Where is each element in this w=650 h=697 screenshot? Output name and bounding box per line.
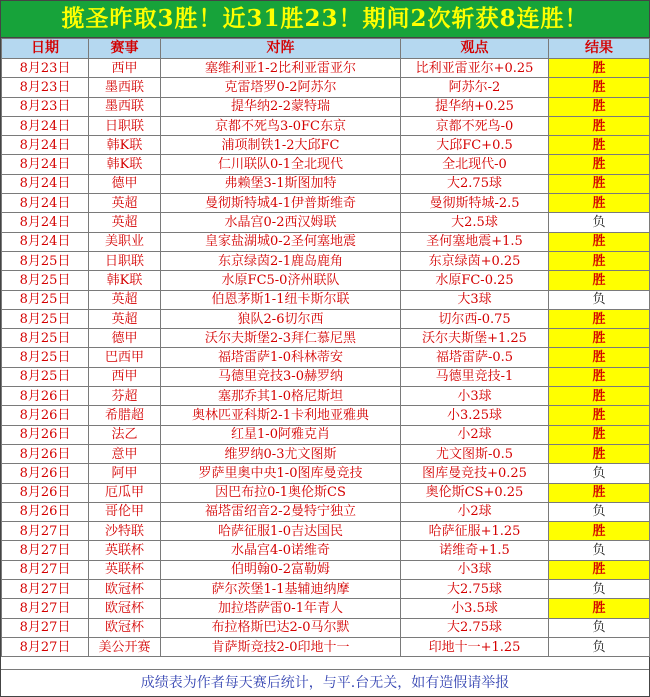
table-row [2,155,650,174]
cell-pick: 小3.5球 [401,599,549,618]
cell-match: 水原FC5-0济州联队 [161,271,401,290]
cell-pick: 全北现代-0 [401,155,549,174]
cell-date: 8月24日 [2,136,89,155]
cell-pick: 大2.75球 [401,618,549,637]
cell-pick: 奥伦斯CS+0.25 [401,483,549,502]
cell-pick: 大邱FC+0.5 [401,136,549,155]
cell-match: 东京绿茵2-1鹿岛鹿角 [161,251,401,270]
cell-date: 8月27日 [2,522,89,541]
cell-league: 欧冠杯 [89,599,161,618]
cell-result: 胜 [549,174,650,193]
cell-pick: 曼彻斯特城-2.5 [401,194,549,213]
cell-pick: 大2.75球 [401,580,549,599]
cell-match: 狼队2-6切尔西 [161,309,401,328]
cell-match: 伯明翰0-2富勒姆 [161,560,401,579]
cell-league: 韩K联 [89,155,161,174]
cell-league: 意甲 [89,444,161,463]
cell-result: 胜 [549,155,650,174]
cell-date: 8月27日 [2,618,89,637]
table-row [2,348,650,367]
cell-match: 沃尔夫斯堡2-3拜仁慕尼黑 [161,329,401,348]
cell-pick: 阿苏尔-2 [401,78,549,97]
cell-league: 希腊超 [89,406,161,425]
cell-pick: 切尔西-0.75 [401,309,549,328]
cell-date: 8月23日 [2,78,89,97]
table-row [2,271,650,290]
cell-match: 福塔雷绍音2-2曼特宁独立 [161,502,401,521]
page-title: 揽圣昨取3胜！近31胜23！期间2次斩获8连胜！ [1,1,649,38]
cell-match: 维罗纳0-3尤文图斯 [161,444,401,463]
cell-date: 8月25日 [2,367,89,386]
cell-result: 胜 [549,348,650,367]
table-row [2,59,650,78]
cell-match: 罗萨里奥中央1-0图库曼竞技 [161,464,401,483]
cell-league: 厄瓜甲 [89,483,161,502]
table-row [2,502,650,521]
cell-match: 塞那乔其1-0格尼斯坦 [161,387,401,406]
cell-date: 8月27日 [2,541,89,560]
table-row [2,116,650,135]
table-row [2,464,650,483]
cell-pick: 小2球 [401,425,549,444]
cell-league: 阿甲 [89,464,161,483]
cell-match: 红星1-0阿雅克肖 [161,425,401,444]
table-row [2,387,650,406]
cell-league: 西甲 [89,367,161,386]
cell-date: 8月24日 [2,155,89,174]
cell-match: 伯恩茅斯1-1纽卡斯尔联 [161,290,401,309]
header-result: 结果 [549,39,650,59]
cell-league: 哥伦甲 [89,502,161,521]
cell-date: 8月25日 [2,290,89,309]
footer-note: 成绩表为作者每天赛后统计，与平.台无关，如有造假请举报 [1,669,649,696]
cell-pick: 提华纳+0.25 [401,97,549,116]
cell-league: 美公开赛 [89,637,161,656]
table-row [2,213,650,232]
cell-pick: 沃尔夫斯堡+1.25 [401,329,549,348]
cell-match: 提华纳2-2蒙特瑞 [161,97,401,116]
cell-match: 福塔雷萨1-0科林蒂安 [161,348,401,367]
cell-result: 胜 [549,483,650,502]
table-row [2,406,650,425]
cell-result: 负 [549,580,650,599]
cell-result: 胜 [549,444,650,463]
cell-league: 沙特联 [89,522,161,541]
cell-date: 8月25日 [2,309,89,328]
cell-result: 负 [549,290,650,309]
table-row [2,483,650,502]
cell-match: 加拉塔萨雷0-1年青人 [161,599,401,618]
table-row [2,541,650,560]
cell-date: 8月24日 [2,116,89,135]
table-row [2,560,650,579]
cell-date: 8月25日 [2,329,89,348]
header-league: 赛事 [89,39,161,59]
cell-league: 墨西联 [89,78,161,97]
cell-league: 德甲 [89,329,161,348]
cell-pick: 福塔雷萨-0.5 [401,348,549,367]
table-row [2,97,650,116]
table-row [2,78,650,97]
cell-pick: 比利亚雷亚尔+0.25 [401,59,549,78]
cell-date: 8月24日 [2,232,89,251]
cell-result: 胜 [549,136,650,155]
table-row [2,580,650,599]
table-row [2,232,650,251]
cell-match: 水晶宫0-2西汉姆联 [161,213,401,232]
cell-date: 8月27日 [2,560,89,579]
cell-result: 胜 [549,97,650,116]
cell-result: 负 [549,541,650,560]
cell-result: 胜 [549,367,650,386]
cell-match: 克雷塔罗0-2阿苏尔 [161,78,401,97]
cell-league: 欧冠杯 [89,580,161,599]
cell-match: 哈萨征服1-0吉达国民 [161,522,401,541]
cell-league: 英超 [89,194,161,213]
cell-league: 美职业 [89,232,161,251]
cell-date: 8月25日 [2,251,89,270]
cell-pick: 图库曼竞技+0.25 [401,464,549,483]
table-row [2,136,650,155]
cell-result: 胜 [549,59,650,78]
cell-pick: 大3球 [401,290,549,309]
cell-match: 因巴布拉0-1奥伦斯CS [161,483,401,502]
cell-pick: 小3球 [401,560,549,579]
cell-result: 胜 [549,232,650,251]
header-match: 对阵 [161,39,401,59]
cell-pick: 小2球 [401,502,549,521]
cell-league: 英联杯 [89,560,161,579]
cell-league: 西甲 [89,59,161,78]
cell-match: 弗赖堡3-1斯图加特 [161,174,401,193]
cell-match: 浦项制铁1-2大邱FC [161,136,401,155]
cell-result: 负 [549,637,650,656]
cell-result: 胜 [549,309,650,328]
table-row [2,251,650,270]
cell-pick: 京都不死鸟-0 [401,116,549,135]
table-row [2,290,650,309]
cell-match: 京都不死鸟3-0FC东京 [161,116,401,135]
cell-result: 胜 [549,599,650,618]
cell-date: 8月26日 [2,387,89,406]
cell-league: 英超 [89,290,161,309]
header-pick: 观点 [401,39,549,59]
cell-date: 8月26日 [2,502,89,521]
cell-date: 8月24日 [2,194,89,213]
cell-pick: 小3.25球 [401,406,549,425]
cell-league: 法乙 [89,425,161,444]
cell-league: 日职联 [89,116,161,135]
cell-date: 8月27日 [2,637,89,656]
header-date: 日期 [2,39,89,59]
cell-match: 肯萨斯竞技2-0印地十一 [161,637,401,656]
cell-date: 8月25日 [2,271,89,290]
table-body [2,59,650,657]
cell-match: 塞维利亚1-2比利亚雷亚尔 [161,59,401,78]
cell-date: 8月24日 [2,213,89,232]
cell-result: 胜 [549,116,650,135]
cell-pick: 马德里竞技-1 [401,367,549,386]
cell-result: 负 [549,618,650,637]
table-row [2,522,650,541]
cell-pick: 水原FC-0.25 [401,271,549,290]
cell-pick: 大2.5球 [401,213,549,232]
cell-pick: 尤文图斯-0.5 [401,444,549,463]
cell-result: 胜 [549,387,650,406]
cell-league: 芬超 [89,387,161,406]
header-row [2,39,650,59]
cell-league: 英超 [89,309,161,328]
cell-league: 英联杯 [89,541,161,560]
cell-league: 英超 [89,213,161,232]
table-row [2,425,650,444]
cell-match: 布拉格斯巴达2-0马尔默 [161,618,401,637]
table-row [2,194,650,213]
cell-date: 8月26日 [2,483,89,502]
cell-pick: 哈萨征服+1.25 [401,522,549,541]
cell-date: 8月26日 [2,406,89,425]
table-row [2,444,650,463]
cell-date: 8月25日 [2,348,89,367]
cell-result: 胜 [549,194,650,213]
table-row [2,329,650,348]
cell-match: 水晶宫4-0诺维奇 [161,541,401,560]
cell-date: 8月27日 [2,580,89,599]
table-row [2,309,650,328]
cell-league: 韩K联 [89,271,161,290]
cell-date: 8月27日 [2,599,89,618]
table-row [2,637,650,656]
cell-result: 负 [549,502,650,521]
cell-result: 胜 [549,560,650,579]
table-row [2,618,650,637]
table-row [2,599,650,618]
cell-result: 负 [549,213,650,232]
cell-date: 8月23日 [2,97,89,116]
cell-pick: 诺维奇+1.5 [401,541,549,560]
cell-league: 墨西联 [89,97,161,116]
cell-league: 韩K联 [89,136,161,155]
cell-date: 8月23日 [2,59,89,78]
cell-match: 马德里竞技3-0赫罗纳 [161,367,401,386]
cell-result: 胜 [549,78,650,97]
cell-result: 负 [549,464,650,483]
cell-date: 8月24日 [2,174,89,193]
cell-result: 胜 [549,271,650,290]
cell-result: 胜 [549,329,650,348]
cell-match: 皇家盐湖城0-2圣何塞地震 [161,232,401,251]
cell-result: 胜 [549,406,650,425]
cell-pick: 印地十一+1.25 [401,637,549,656]
cell-pick: 小3球 [401,387,549,406]
cell-date: 8月26日 [2,444,89,463]
table-row [2,174,650,193]
cell-result: 胜 [549,522,650,541]
cell-pick: 大2.75球 [401,174,549,193]
cell-league: 巴西甲 [89,348,161,367]
cell-league: 欧冠杯 [89,618,161,637]
cell-match: 奥林匹亚科斯2-1卡利地亚雅典 [161,406,401,425]
cell-result: 胜 [549,425,650,444]
cell-pick: 东京绿茵+0.25 [401,251,549,270]
results-table [1,38,650,657]
cell-date: 8月26日 [2,464,89,483]
cell-date: 8月26日 [2,425,89,444]
cell-result: 胜 [549,251,650,270]
table-row [2,367,650,386]
cell-league: 日职联 [89,251,161,270]
cell-match: 萨尔茨堡1-1基辅迪纳摩 [161,580,401,599]
cell-match: 曼彻斯特城4-1伊普斯维奇 [161,194,401,213]
cell-league: 德甲 [89,174,161,193]
cell-pick: 圣何塞地震+1.5 [401,232,549,251]
cell-match: 仁川联队0-1全北现代 [161,155,401,174]
